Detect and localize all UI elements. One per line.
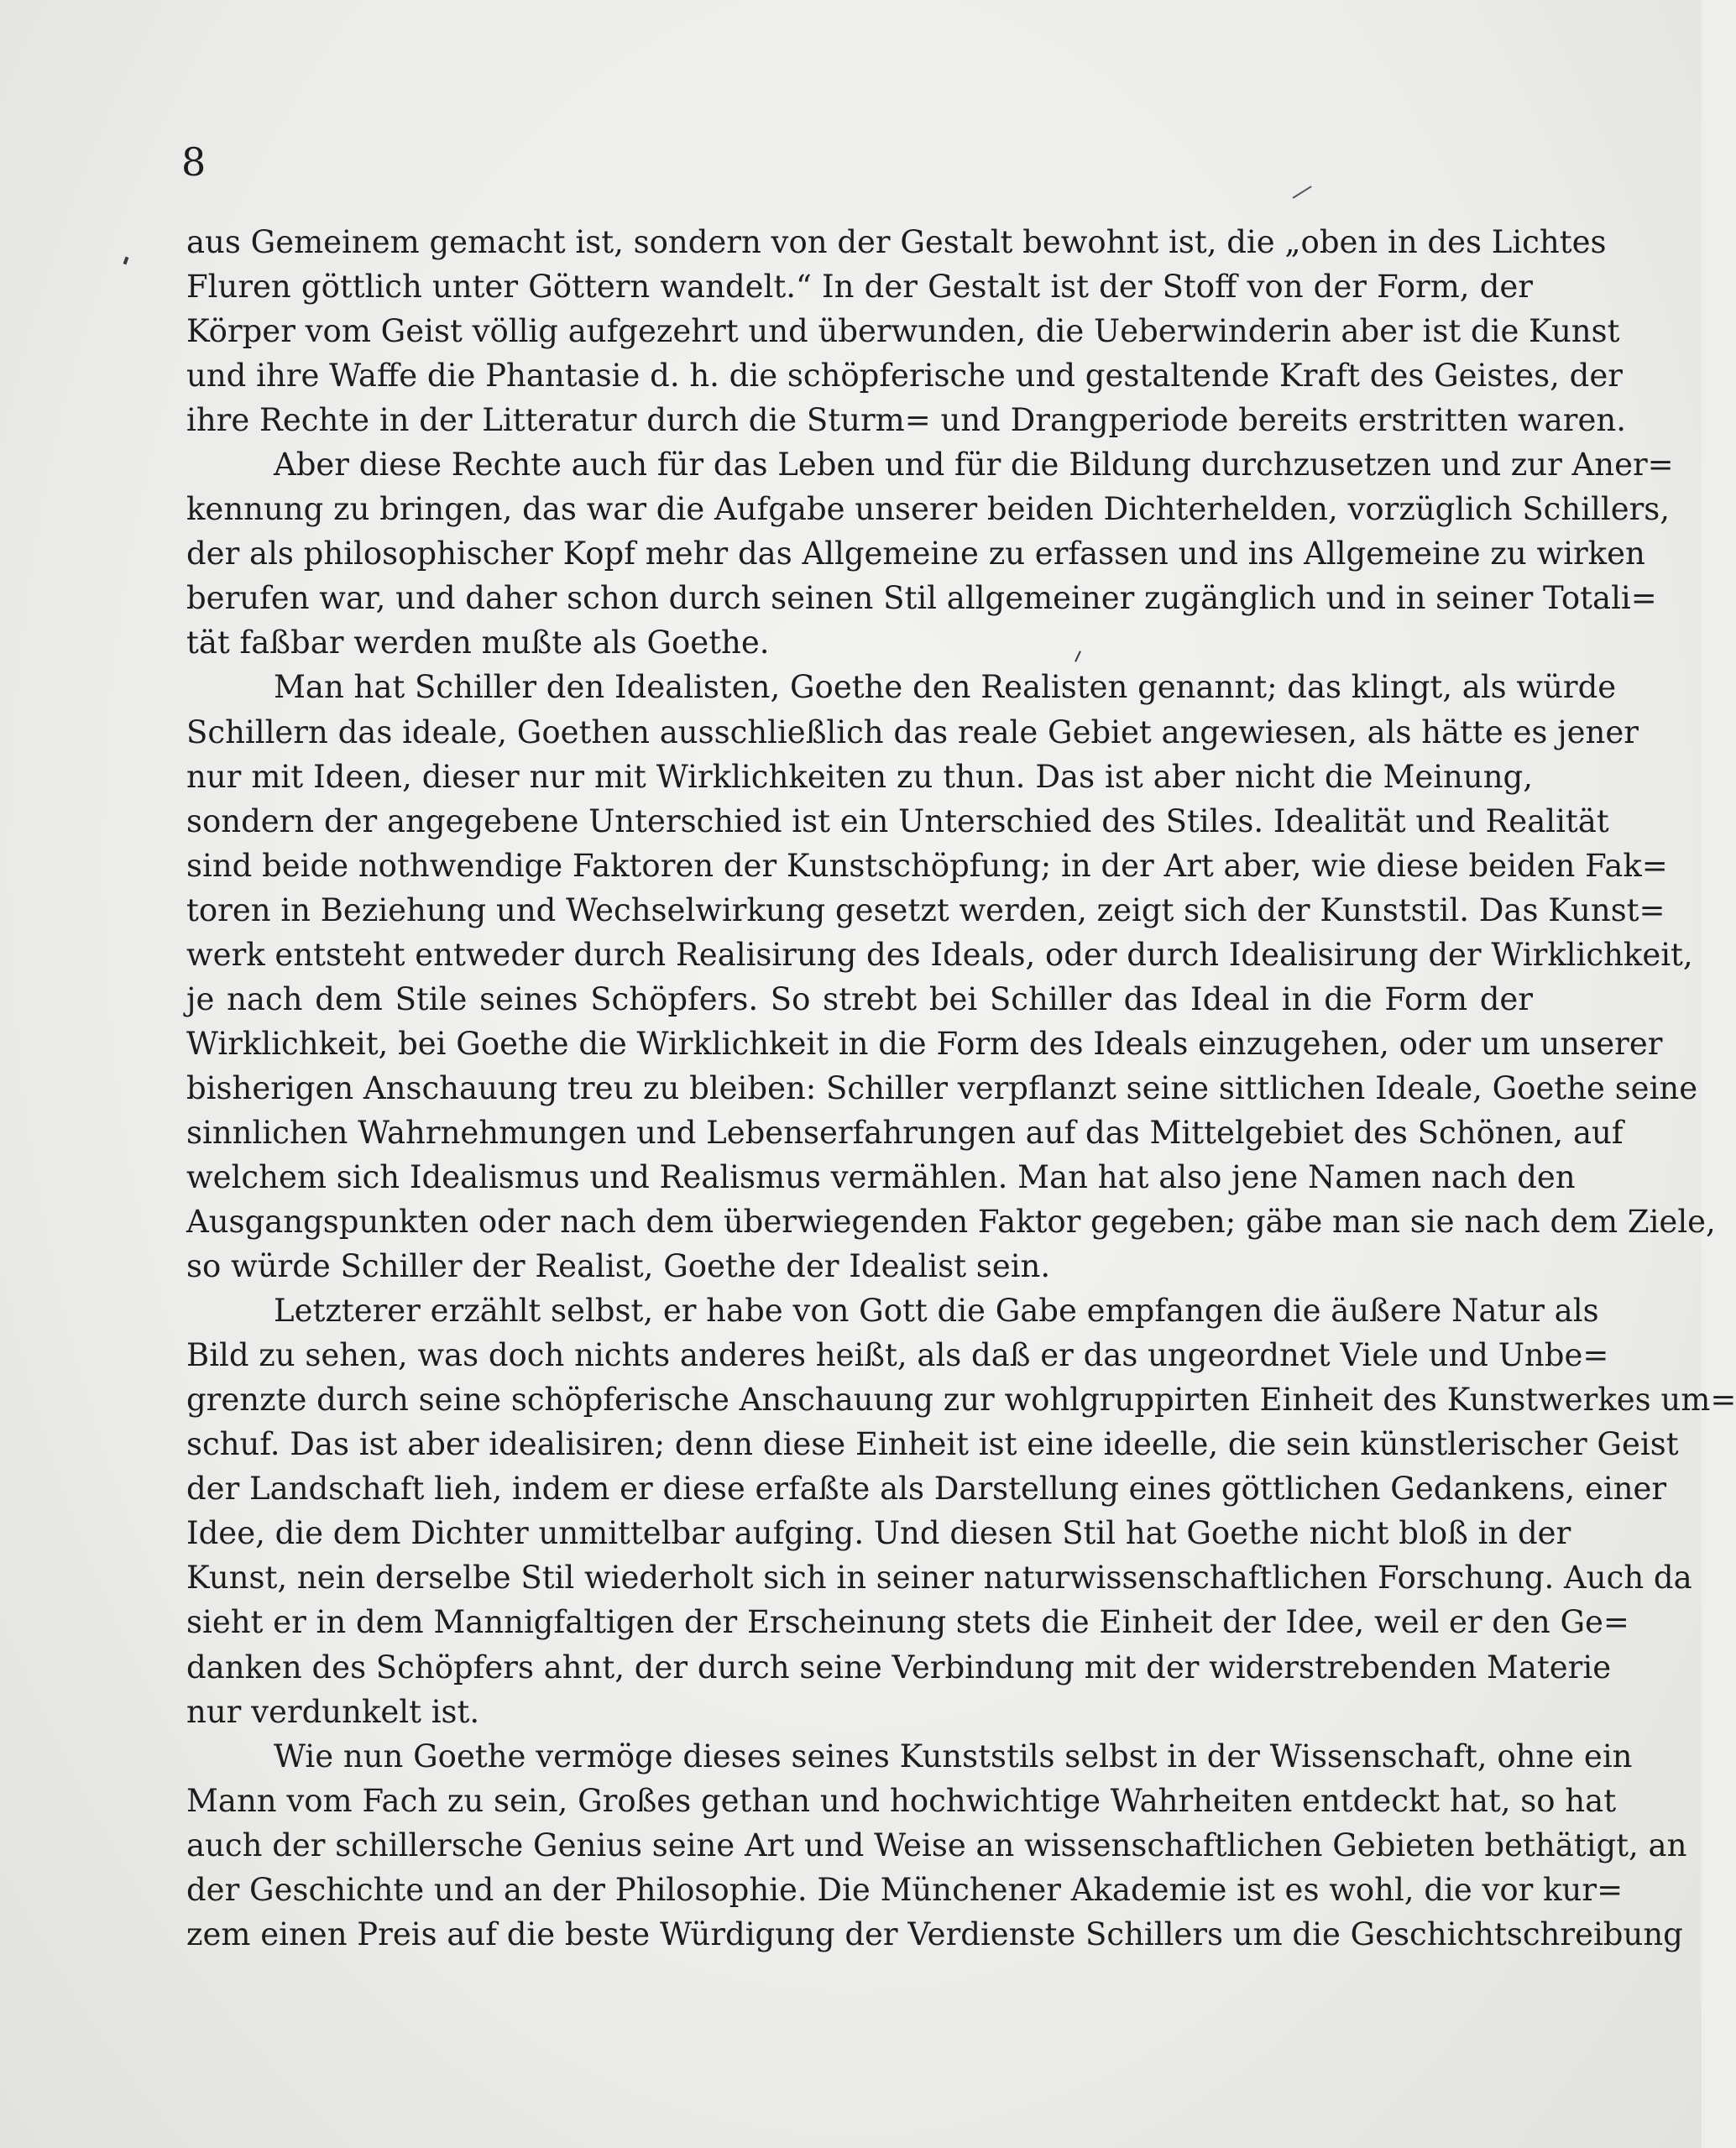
text-line: und ihre Waffe die Phantasie d. h. die schöpferische und gestaltende Kraft des Geistes, der bbox=[186, 358, 1623, 395]
text-line: Ausgangspunkten oder nach dem überwiegenden Faktor gegeben; gäbe man sie nach dem Ziele, bbox=[186, 1204, 1716, 1241]
text-line: nur mit Ideen, dieser nur mit Wirklichkeiten zu thun. Das ist aber nicht die Meinung, bbox=[186, 758, 1533, 795]
text-line: Idee, die dem Dichter unmittelbar aufging. Und diesen Stil hat Goethe nicht bloß in der bbox=[186, 1515, 1571, 1552]
text-line: ihre Rechte in der Litteratur durch die Sturm= und Drangperiode bereits erstritten waren. bbox=[186, 402, 1626, 439]
text-line: Man hat Schiller den Idealisten, Goethe den Realisten genannt; das klingt, als würde bbox=[274, 669, 1617, 706]
text-line: schuf. Das ist aber idealisiren; denn diese Einheit ist eine ideelle, die sein künstlerischer Geist bbox=[186, 1426, 1679, 1463]
text-line: Letzterer erzählt selbst, er habe von Gott die Gabe empfangen die äußere Natur als bbox=[274, 1293, 1599, 1330]
text-line: Wie nun Goethe vermöge dieses seines Kunststils selbst in der Wissenschaft, ohne ein bbox=[274, 1738, 1633, 1774]
scan-artifact-mark bbox=[123, 257, 129, 265]
text-line: Kunst, nein derselbe Stil wiederholt sich in seiner naturwissenschaftlichen Forschung. Auch da bbox=[186, 1560, 1692, 1597]
scan-artifact-mark bbox=[1293, 186, 1312, 198]
text-line: sind beide nothwendige Faktoren der Kunstschöpfung; in der Art aber, wie diese beiden Fak= bbox=[186, 847, 1668, 884]
text-line: so würde Schiller der Realist, Goethe der Idealist sein. bbox=[186, 1248, 1051, 1285]
text-line: kennung zu bringen, das war die Aufgabe unserer beiden Dichterhelden, vorzüglich Schillers, bbox=[186, 491, 1671, 528]
text-line: aus Gemeinem gemacht ist, sondern von der Gestalt bewohnt ist, die „oben in des Lichtes bbox=[186, 224, 1607, 260]
text-line: danken des Schöpfers ahnt, der durch seine Verbindung mit der widerstrebenden Materie bbox=[186, 1649, 1612, 1685]
text-line: bisherigen Anschauung treu zu bleiben: Schiller verpflanzt seine sittlichen Ideale, Goethe seine bbox=[186, 1069, 1698, 1106]
text-line: der Geschichte und an der Philosophie. Die Münchener Akademie ist es wohl, die vor kur= bbox=[186, 1871, 1624, 1908]
text-line: Körper vom Geist völlig aufgezehrt und überwunden, die Ueberwinderin aber ist die Kunst bbox=[186, 313, 1620, 350]
text-line: Wirklichkeit, bei Goethe die Wirklichkeit in die Form des Ideals einzugehen, oder um unserer bbox=[186, 1025, 1663, 1062]
text-line: grenzte durch seine schöpferische Anschauung zur wohlgruppirten Einheit des Kunstwerkes um= bbox=[186, 1382, 1736, 1419]
text-line: sondern der angegebene Unterschied ist ein Unterschied des Stiles. Idealität und Realität bbox=[186, 802, 1609, 839]
text-line: Aber diese Rechte auch für das Leben und für die Bildung durchzusetzen und zur Aner= bbox=[274, 447, 1674, 483]
text-line: je nach dem Stile seines Schöpfers. So strebt bei Schiller das Ideal in die Form der bbox=[186, 980, 1533, 1017]
text-line: welchem sich Idealismus und Realismus vermählen. Man hat also jene Namen nach den bbox=[186, 1158, 1576, 1195]
text-line: Schillern das ideale, Goethen ausschließlich das reale Gebiet angewiesen, als hätte es jener bbox=[186, 713, 1639, 750]
text-line: werk entsteht entweder durch Realisirung des Ideals, oder durch Idealisirung der Wirklichkeit, bbox=[186, 936, 1693, 973]
text-line: zem einen Preis auf die beste Würdigung der Verdienste Schillers um die Geschichtschreibung bbox=[186, 1915, 1683, 1952]
text-line: tät faßbar werden mußte als Goethe. bbox=[186, 625, 770, 661]
text-line: sieht er in dem Mannigfaltigen der Erscheinung stets die Einheit der Idee, weil er den Ge= bbox=[186, 1604, 1629, 1641]
page-number: 8 bbox=[181, 139, 207, 185]
text-line: toren in Beziehung und Wechselwirkung gesetzt werden, zeigt sich der Kunststil. Das Kunst= bbox=[186, 891, 1665, 928]
text-line: Bild zu sehen, was doch nichts anderes heißt, als daß er das ungeordnet Viele und Unbe= bbox=[186, 1337, 1609, 1374]
body-text bbox=[186, 220, 1736, 1957]
text-line: Mann vom Fach zu sein, Großes gethan und hochwichtige Wahrheiten entdeckt hat, so hat bbox=[186, 1782, 1617, 1819]
text-line: Fluren göttlich unter Göttern wandelt.“ In der Gestalt ist der Stoff von der Form, der bbox=[186, 269, 1533, 306]
text-line: auch der schillersche Genius seine Art und Weise an wissenschaftlichen Gebieten bethätigt, an bbox=[186, 1827, 1687, 1863]
text-line: der als philosophischer Kopf mehr das Allgemeine zu erfassen und ins Allgemeine zu wirken bbox=[186, 536, 1645, 572]
text-line: nur verdunkelt ist. bbox=[186, 1693, 480, 1730]
text-line: sinnlichen Wahrnehmungen und Lebenserfahrungen auf das Mittelgebiet des Schönen, auf bbox=[186, 1114, 1624, 1151]
text-line: der Landschaft lieh, indem er diese erfaßte als Darstellung eines göttlichen Gedankens, einer bbox=[186, 1471, 1667, 1508]
text-line: berufen war, und daher schon durch seinen Stil allgemeiner zugänglich und in seiner Totali= bbox=[186, 580, 1657, 617]
